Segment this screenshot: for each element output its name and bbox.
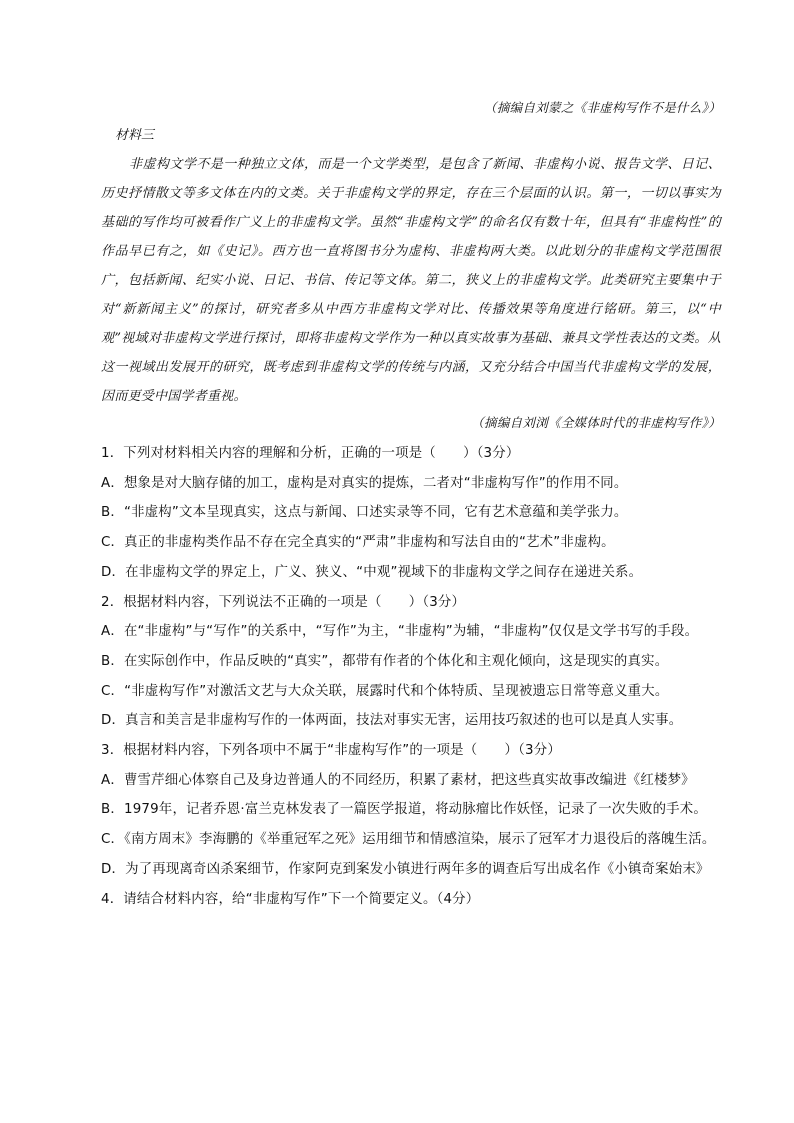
question-stem-1: 1．下列对材料相关内容的理解和分析，正确的一项是（ ）（3分） <box>101 446 520 461</box>
question-2-option-a: A．在“非虚构”与“写作”的关系中，“写作”为主，“非虚构”为辅，“非虚构”仅仅是文学书写的手段。 <box>101 624 699 640</box>
question-stem-3: 3．根据材料内容，下列各项中不属于“非虚构写作”的一项是（ ）（3分） <box>101 743 561 759</box>
question-2-option-b: B．在实际创作中，作品反映的“真实”，都带有作者的个体化和主观化倾向，这是现实的真实。 <box>101 653 669 669</box>
question-1-option-c: C．真正的非虚构类作品不存在完全真实的“严肃”非虚构和写法自由的“艺术”非虚构。 <box>101 535 615 551</box>
material-paragraph: 非虚构文学不是一种独立文体，而是一个文学类型，是包含了新闻、非虚构小说、报告文学、日记、历史抒情散文等多文体在内的文类。关于非虚构文学的界定，存在三个层面的认识。第一，一切以事实为基础的写作均可被看作广义上的非虚构文学。虽然“非虚构文学”的命名仅有数十年，但具有“非虚构性”的作品早已有之，如《史记》。西方也一直将图书分为虚构、非虚构两大类。以此划分的非虚构文学范围很广，包括新闻、纪实小说、日记、书信、传记等文体。第二，狭义上的非虚构文学。此类研究主要集中于对“新新闻主义”的探讨，研究者多从中西方非虚构文学对比、传播效果等角度进行铭研。第三，以“中观”视域对非虚构文学进行探讨，即将非虚构文学作为一种以真实故事为基础、兼具文学性表达的文类。从这一视域出发展开的研究，既考虑到非虚构文学的传统与内涵，又充分结合中国当代非虚构文学的发展，因而更受中国学者重视。 <box>101 157 721 404</box>
question-3-option-a: A．曹雪芹细心体察自己及身边普通人的不同经历，积累了素材，把这些真实故事改编进《红楼梦》 <box>101 772 695 788</box>
source-citation-1: （摘编自刘蒙之《非虚构写作不是什么》） <box>484 100 721 115</box>
question-1-option-b: B．“非虚构”文本呈现真实，这点与新闻、口述实录等不同，它有艺术意蕴和美学张力。 <box>101 505 628 521</box>
question-2-option-d: D．真言和美言是非虚构写作的一体两面，技法对事实无害，运用技巧叙述的也可以是真人实事。 <box>101 713 683 729</box>
question-1-option-d: D．在非虚构文学的界定上，广义、狭义、“中观”视域下的非虚构文学之间存在递进关系。 <box>101 564 643 580</box>
question-2-option-c: C．“非虚构写作”对激活文艺与大众关联，展露时代和个体特质、呈现被遗忘日常等意义重大。 <box>101 683 669 699</box>
question-stem-2: 2．根据材料内容，下列说法不正确的一项是（ ）（3分） <box>101 594 466 610</box>
source-citation-2: （摘编自刘浏《全媒体时代的非虚构写作》） <box>471 415 721 430</box>
question-3-option-c: C．《南方周末》李海鹏的《举重冠军之死》运用细节和情感渲染，展示了冠军才力退役后的落魄生活。 <box>101 832 716 848</box>
question-1-option-a: A．想象是对大脑存储的加工，虚构是对真实的提炼，二者对“非虚构写作”的作用不同。 <box>101 475 628 491</box>
question-3-option-d: D．为了再现离奇凶杀案细节，作家阿克到案发小镇进行两年多的调查后写出成名作《小镇奇案始末》 <box>101 861 710 877</box>
question-stem-4: 4．请结合材料内容，给“非虚构写作”下一个简要定义。（4分） <box>101 891 480 907</box>
question-3-option-b: B．1979年，记者乔恩·富兰克林发表了一篇医学报道，将动脉瘤比作妖怪，记录了一次失败的手术。 <box>101 802 707 818</box>
material-heading: 材料三 <box>115 128 155 143</box>
question-list <box>101 439 721 914</box>
document-content <box>101 98 721 914</box>
